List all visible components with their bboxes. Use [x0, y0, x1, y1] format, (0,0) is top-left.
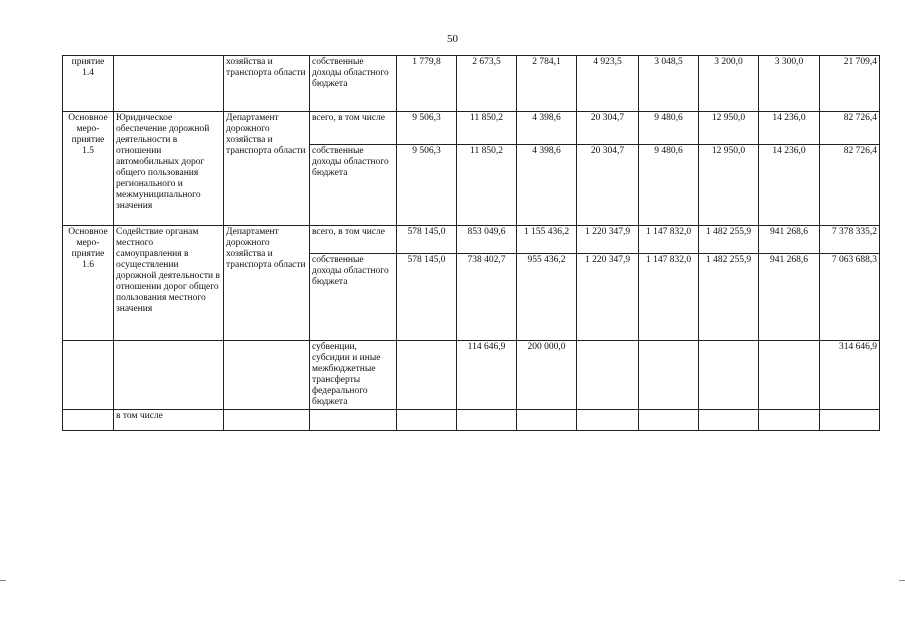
executor-cell: хозяйства и транспорта области — [224, 56, 310, 112]
funding-source-cell: собственные доходы областного бюджета — [310, 254, 397, 341]
activity-code-cell: Основное меро-приятие 1.6 — [63, 226, 114, 341]
value-cell — [577, 341, 639, 410]
value-cell: 1 147 832,0 — [639, 226, 699, 254]
value-cell: 11 850,2 — [457, 145, 517, 226]
value-cell — [639, 341, 699, 410]
activity-code-cell — [63, 410, 114, 431]
value-cell — [577, 410, 639, 431]
value-cell: 200 000,0 — [517, 341, 577, 410]
value-cell: 1 220 347,9 — [577, 254, 639, 341]
executor-cell — [224, 341, 310, 410]
value-cell: 1 482 255,9 — [699, 254, 759, 341]
table-row — [63, 56, 880, 112]
value-cell: 578 145,0 — [397, 254, 457, 341]
value-cell: 114 646,9 — [457, 341, 517, 410]
funding-source-cell: всего, в том числе — [310, 226, 397, 254]
value-cell: 1 147 832,0 — [639, 254, 699, 341]
value-cell — [759, 410, 820, 431]
budget-table — [62, 55, 880, 431]
table-row — [63, 112, 880, 145]
funding-source-cell — [310, 410, 397, 431]
value-cell: 3 048,5 — [639, 56, 699, 112]
total-cell: 82 726,4 — [820, 145, 880, 226]
value-cell: 9 506,3 — [397, 112, 457, 145]
value-cell: 941 268,6 — [759, 226, 820, 254]
value-cell: 12 950,0 — [699, 145, 759, 226]
value-cell: 9 480,6 — [639, 112, 699, 145]
value-cell: 955 436,2 — [517, 254, 577, 341]
value-cell: 12 950,0 — [699, 112, 759, 145]
value-cell — [397, 410, 457, 431]
total-cell — [820, 410, 880, 431]
value-cell: 941 268,6 — [759, 254, 820, 341]
table-row — [63, 410, 880, 431]
total-cell: 7 378 335,2 — [820, 226, 880, 254]
value-cell — [699, 341, 759, 410]
activity-name-cell: Содействие органам местного самоуправления в осуществлении дорожной деятельности в отношении дорог общего пользования местного значения — [114, 226, 224, 341]
value-cell: 9 506,3 — [397, 145, 457, 226]
value-cell: 3 300,0 — [759, 56, 820, 112]
value-cell: 4 398,6 — [517, 112, 577, 145]
activity-name-cell — [114, 341, 224, 410]
value-cell — [759, 341, 820, 410]
value-cell — [517, 410, 577, 431]
table-row — [63, 226, 880, 254]
activity-code-cell — [63, 341, 114, 410]
value-cell: 738 402,7 — [457, 254, 517, 341]
funding-source-cell: субвенции, субсидии и иные межбюджетные трансферты федерального бюджета — [310, 341, 397, 410]
activity-name-cell: в том числе — [114, 410, 224, 431]
funding-source-cell: собственные доходы областного бюджета — [310, 56, 397, 112]
funding-source-cell: всего, в том числе — [310, 112, 397, 145]
right-margin-mark — [899, 580, 905, 581]
executor-cell: Департамент дорожного хозяйства и транспорта области — [224, 226, 310, 341]
value-cell: 1 482 255,9 — [699, 226, 759, 254]
value-cell: 853 049,6 — [457, 226, 517, 254]
value-cell: 14 236,0 — [759, 145, 820, 226]
activity-code-cell: Основное меро-приятие 1.5 — [63, 112, 114, 226]
table-row — [63, 341, 880, 410]
value-cell: 2 673,5 — [457, 56, 517, 112]
funding-source-cell: собственные доходы областного бюджета — [310, 145, 397, 226]
value-cell: 11 850,2 — [457, 112, 517, 145]
executor-cell — [224, 410, 310, 431]
value-cell: 20 304,7 — [577, 145, 639, 226]
value-cell — [457, 410, 517, 431]
activity-code-cell: приятие 1.4 — [63, 56, 114, 112]
value-cell: 9 480,6 — [639, 145, 699, 226]
executor-cell: Департамент дорожного хозяйства и транспорта области — [224, 112, 310, 226]
value-cell: 1 779,8 — [397, 56, 457, 112]
value-cell: 1 220 347,9 — [577, 226, 639, 254]
activity-name-cell: Юридическое обеспечение дорожной деятельности в отношении автомобильных дорог общего пользования регионального и межмуниципального значения — [114, 112, 224, 226]
left-margin-mark — [0, 580, 6, 581]
total-cell: 7 063 688,3 — [820, 254, 880, 341]
total-cell: 314 646,9 — [820, 341, 880, 410]
value-cell: 2 784,1 — [517, 56, 577, 112]
value-cell: 3 200,0 — [699, 56, 759, 112]
total-cell: 82 726,4 — [820, 112, 880, 145]
value-cell — [699, 410, 759, 431]
value-cell: 14 236,0 — [759, 112, 820, 145]
value-cell — [397, 341, 457, 410]
value-cell: 578 145,0 — [397, 226, 457, 254]
page-number: 50 — [447, 33, 458, 45]
value-cell: 4 923,5 — [577, 56, 639, 112]
value-cell: 1 155 436,2 — [517, 226, 577, 254]
value-cell: 4 398,6 — [517, 145, 577, 226]
total-cell: 21 709,4 — [820, 56, 880, 112]
value-cell: 20 304,7 — [577, 112, 639, 145]
activity-name-cell — [114, 56, 224, 112]
value-cell — [639, 410, 699, 431]
